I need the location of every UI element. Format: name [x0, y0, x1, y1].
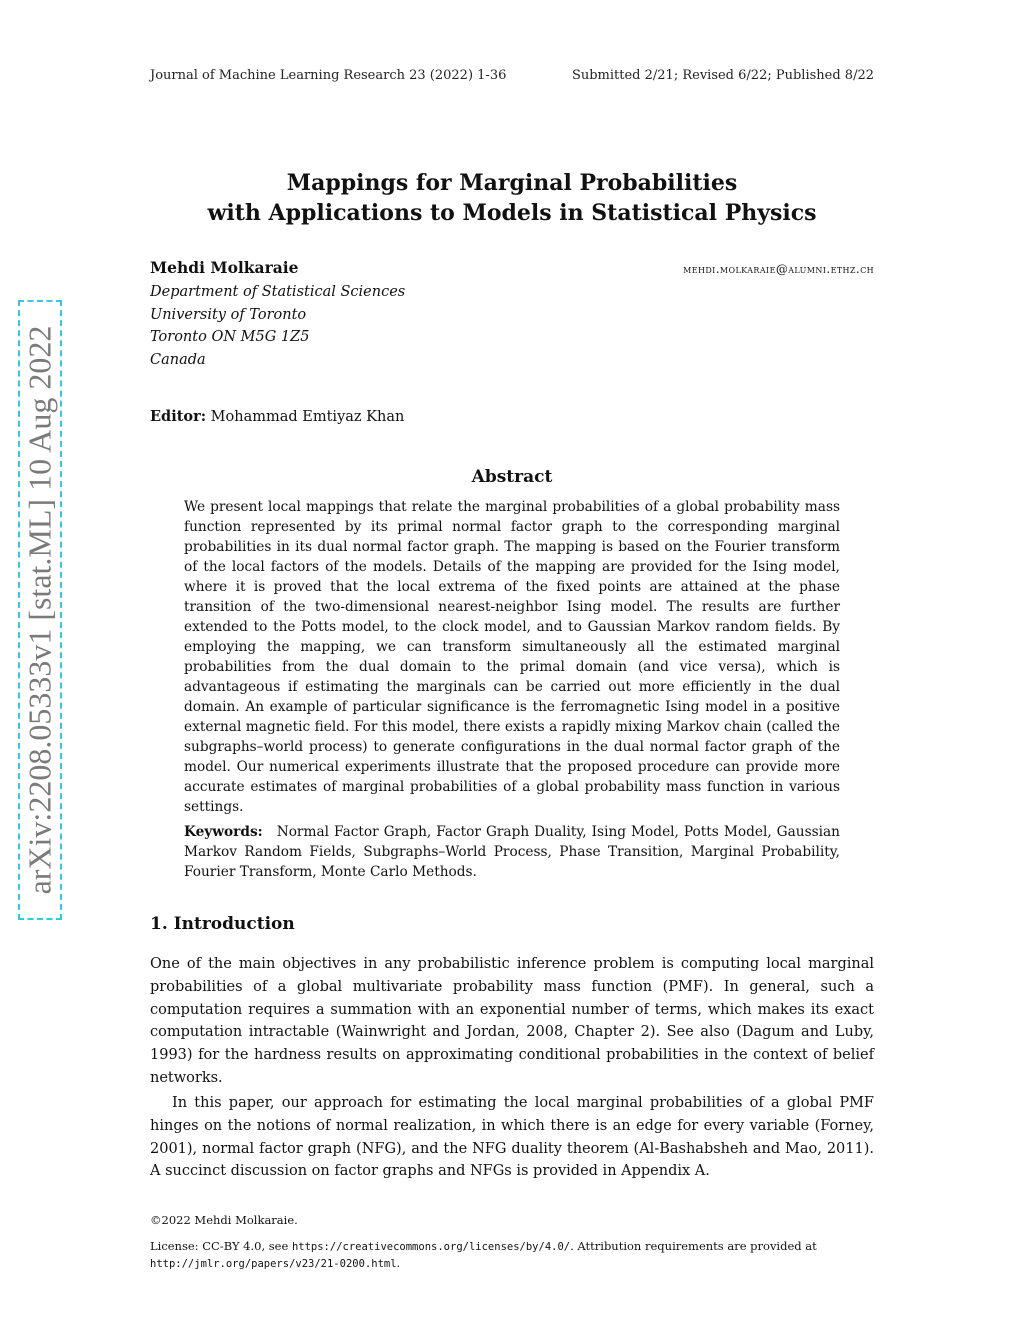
author-affiliation [150, 281, 405, 371]
paper-link[interactable]: http://jmlr.org/papers/v23/21-0200.html [150, 1258, 397, 1270]
keywords-text: Normal Factor Graph, Factor Graph Duality, Ising Model, Potts Model, Gaussian Markov Random Fields, Subgraphs–World Process, Phase Transition, Marginal Probability, Fourier Transform, Monte Carlo Methods. [184, 824, 840, 880]
editor-label: Editor: [150, 408, 207, 425]
editor-name: Mohammad Emtiyaz Khan [210, 409, 405, 425]
abstract-heading: Abstract [471, 467, 553, 487]
affiliation-country: Canada [150, 351, 206, 368]
affiliation-university: University of Toronto [150, 306, 307, 323]
submission-dates: Submitted 2/21; Revised 6/22; Published 8/22 [571, 68, 874, 83]
title-line-2: with Applications to Models in Statistical Physics [207, 200, 817, 226]
paper-title [150, 168, 874, 228]
intro-paragraph-1: One of the main objectives in any probabilistic inference problem is computing local marginal probabilities of a global multivariate probability mass function (PMF). In general, such a computation requires a summation with an exponential number of terms, which makes its exact computation intractable (Wainwright and Jordan, 2008, Chapter 2). See also (Dagum and Luby, 1993) for the hardness results on approximating conditional probabilities in the context of belief networks. [150, 956, 874, 1086]
keywords [184, 822, 840, 882]
license-prefix: License: CC-BY 4.0, see [150, 1239, 292, 1253]
affiliation-department: Department of Statistical Sciences [150, 284, 406, 300]
license-end: . [396, 1256, 401, 1270]
copyright-notice: ©2022 Mehdi Molkaraie. [150, 1213, 298, 1227]
section-title: 1. Introduction [150, 914, 295, 934]
affiliation-city: Toronto ON M5G 1Z5 [150, 329, 310, 345]
intro-paragraph-2: In this paper, our approach for estimating the local marginal probabilities of a global PMF hinges on the notions of normal realization, in which there is an edge for every variable (Forney, 2001), normal factor graph (NFG), and the NFG duality theorem (Al-Bashabsheh and Mao, 2011). A succinct discussion on factor graphs and NFGs is provided in Appendix A. [150, 1095, 874, 1180]
license-link[interactable]: https://creativecommons.org/licenses/by/4.0/ [291, 1241, 571, 1253]
author-email: mehdi.molkaraie@alumni.ethz.ch [683, 262, 874, 276]
journal-header: Journal of Machine Learning Research 23 (2022) 1-36 [150, 68, 507, 83]
editor-line [150, 408, 404, 425]
arxiv-stamp-text: arXiv:2208.05333v1 [stat.ML] 10 Aug 2022 [21, 325, 58, 895]
abstract-text: We present local mappings that relate the marginal probabilities of a global probability mass function represented by its primal normal factor graph to the corresponding marginal probabilities in its dual normal factor graph. The mapping is based on the Fourier transform of the local factors of the models. Details of the mapping are provided for the Ising model, where it is proved that the local extrema of the fixed points are attained at the phase transition of the two-dimensional nearest-neighbor Ising model. The results are further extended to the Potts model, to the clock model, and to Gaussian Markov random fields. By employing the mapping, we can transform simultaneously all the estimated marginal probabilities from the dual domain to the primal domain (and vice versa), which is advantageous if estimating the marginals can be carried out more efficiently in the dual domain. An example of particular significance is the ferromagnetic Ising model in a positive external magnetic field. For this model, there exists a rapidly mixing Markov chain (called the subgraphs–world process) to generate configurations in the dual normal factor graph of the model. Our numerical experiments illustrate that the proposed procedure can provide more accurate estimates of marginal probabilities of a global probability mass function in various settings. [184, 499, 840, 815]
license-mid: . Attribution requirements are provided at [570, 1239, 817, 1253]
license-notice [150, 1238, 874, 1272]
arxiv-stamp[interactable] [18, 300, 62, 920]
title-line-1: Mappings for Marginal Probabilities [286, 170, 738, 196]
keywords-label: Keywords: [184, 824, 263, 840]
author-name: Mehdi Molkaraie [150, 258, 299, 277]
